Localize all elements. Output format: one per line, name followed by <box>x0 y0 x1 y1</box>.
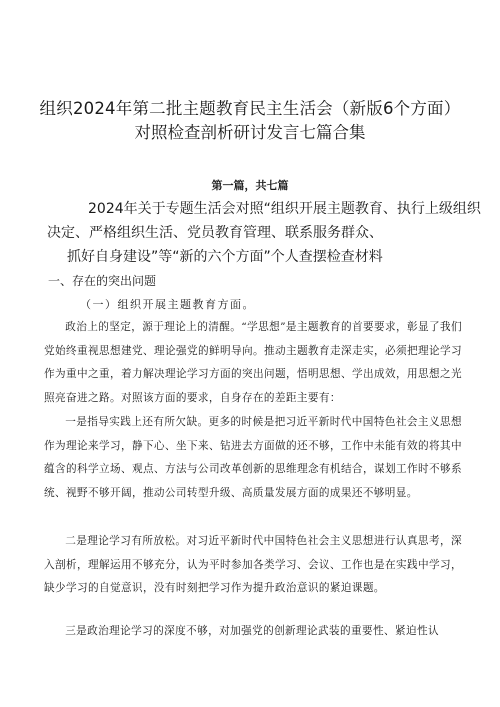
document-title-line2: 对照检查剖析研讨发言七篇合集 <box>134 123 366 142</box>
section-heading: 一、存在的突出问题 <box>48 274 157 288</box>
subtitle-line-2: 决定、严格组织生活、党员教育管理、联系服务群众、 <box>47 225 383 241</box>
body-paragraph-1: 政治上的坚定，源于理论上的清醒。“学思想”是主题教育的首要要求，彰显了我们党始终重视思想建党、理论强党的鲜明导向。推动主题教育走深走实，必须把理论学习作为重中之重，着力解决理论学习方面的突出问题，悟明思想、学出成效，用思想之光照亮奋进之路。对照该方面的要求，自身存在的差距主要有： <box>44 321 462 404</box>
body-paragraph-2: 一是指导实践上还有所欠缺。更多的时候是把习近平新时代中国特色社会主义思想作为理论来学习，静下心、坐下来、钻进去方面做的还不够，工作中未能有效的将其中蕴含的科学立场、观点、方法与公司改革创新的思维理念有机结合，谋划工作时不够系统、视野不够开阔，推动公司转型升级、高质量发展方面的成果还不够明显。 <box>44 416 462 499</box>
document-title-line1: 组织2024年第二批主题教育民主生活会（新版6个方面） <box>39 99 461 118</box>
body-paragraph-3: 二是理论学习有所放松。对习近平新时代中国特色社会主义思想进行认真思考，深入剖析，理解运用不够充分，认为平时参加各类学习、会议、工作也是在实践中学习，缺少学习的自觉意识，没有时刻把学习作为提升政治意识的紧迫课题。 <box>44 535 462 594</box>
subsection-heading: （一）组织开展主题教育方面。 <box>80 298 255 311</box>
chapter-heading: 第一篇，共七篇 <box>211 179 289 192</box>
body-paragraph-4: 三是政治理论学习的深度不够，对加强党的创新理论武装的重要性、紧迫性认 <box>65 625 439 637</box>
subtitle-line-3: 抓好自身建设”等“新的六个方面”个人查摆检查材料 <box>67 249 383 265</box>
subtitle-line-1: 2024年关于专题生活会对照“组织开展主题教育、执行上级组织 <box>88 201 481 217</box>
